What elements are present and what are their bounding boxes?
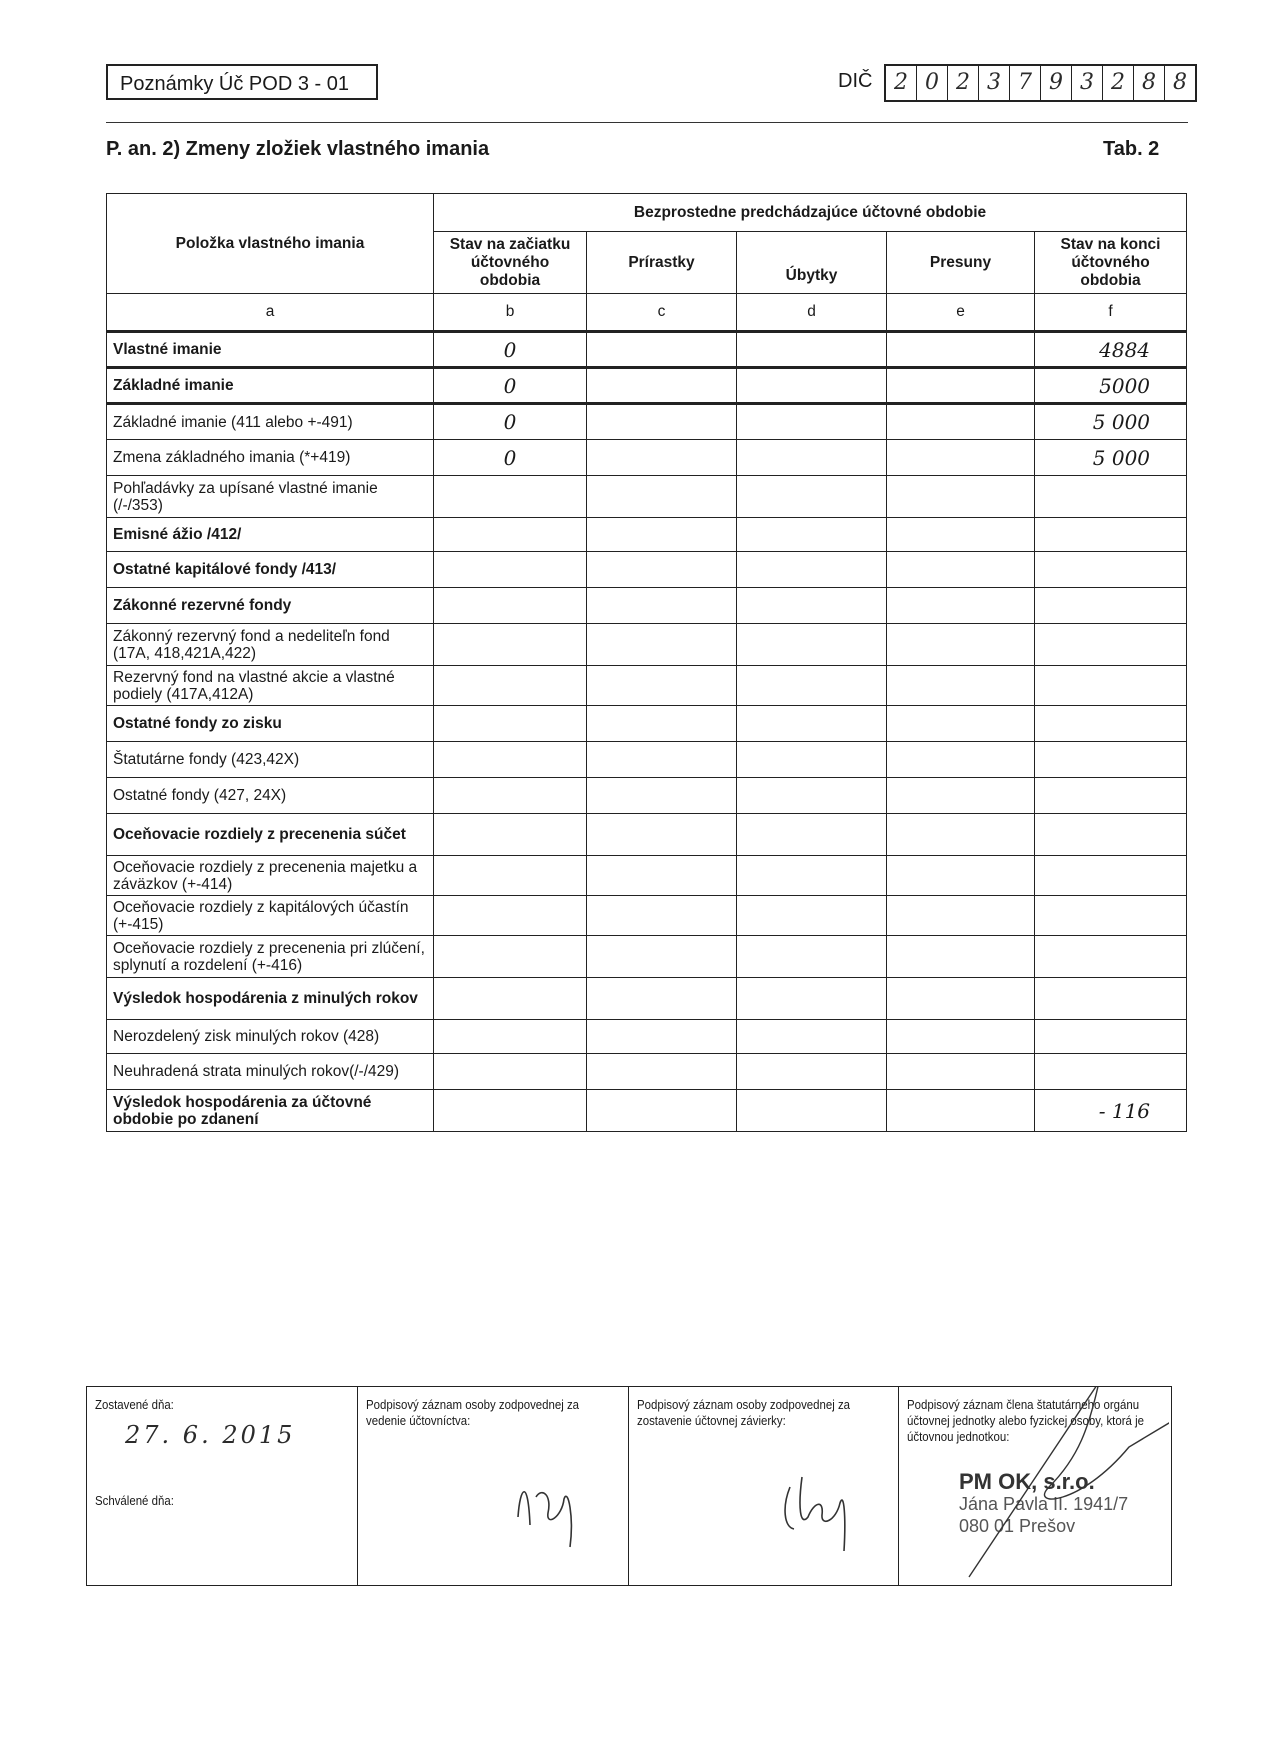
cell-e	[887, 588, 1035, 624]
cell-f: - 116	[1035, 1090, 1187, 1132]
prepared-cell	[87, 1387, 358, 1585]
stamp-company: PM OK, s.r.o.	[959, 1469, 1095, 1494]
table-row	[107, 332, 1187, 368]
cell-f	[1035, 896, 1187, 936]
col-letter: c	[587, 294, 737, 332]
cell-f	[1035, 778, 1187, 814]
table-row	[107, 978, 1187, 1020]
cell-f	[1035, 588, 1187, 624]
header-divider	[106, 122, 1188, 123]
col-letter: d	[737, 294, 887, 332]
table-row	[107, 936, 1187, 978]
row-label: Výsledok hospodárenia za účtovné obdobie po zdanení	[107, 1090, 434, 1132]
cell-e	[887, 742, 1035, 778]
cell-c	[587, 552, 737, 588]
cell-b: 0	[434, 332, 587, 368]
cell-f	[1035, 1020, 1187, 1054]
cell-d	[737, 742, 887, 778]
cell-c	[587, 332, 737, 368]
cell-b	[434, 1020, 587, 1054]
cell-d	[737, 588, 887, 624]
column-letters-row	[107, 294, 1187, 332]
cell-d	[737, 552, 887, 588]
cell-d	[737, 856, 887, 896]
table-row	[107, 476, 1187, 518]
cell-e	[887, 440, 1035, 476]
cell-d	[737, 896, 887, 936]
cell-b: 0	[434, 368, 587, 404]
cell-c	[587, 588, 737, 624]
cell-d	[737, 368, 887, 404]
col-letter: e	[887, 294, 1035, 332]
statement-signature-cell	[629, 1387, 899, 1585]
col-letter: f	[1035, 294, 1187, 332]
cell-e	[887, 1054, 1035, 1090]
cell-e	[887, 1020, 1035, 1054]
cell-e	[887, 856, 1035, 896]
cell-f	[1035, 666, 1187, 706]
row-label: Zákonné rezervné fondy	[107, 588, 434, 624]
row-label: Štatutárne fondy (423,42X)	[107, 742, 434, 778]
tab-label: Tab. 2	[1103, 138, 1160, 160]
cell-d	[737, 706, 887, 742]
cell-b	[434, 476, 587, 518]
table-row	[107, 896, 1187, 936]
cell-d	[737, 936, 887, 978]
signature-scrawl	[508, 1447, 588, 1557]
cell-b	[434, 518, 587, 552]
cell-e	[887, 814, 1035, 856]
dic-digit: 8	[1134, 66, 1165, 100]
table-row	[107, 368, 1187, 404]
cell-c	[587, 476, 737, 518]
statutory-signature-cell	[899, 1387, 1169, 1585]
cell-c	[587, 742, 737, 778]
cell-c	[587, 1020, 737, 1054]
accounting-label: Podpisový záznam osoby zodpovednej za vedenie účtovníctva:	[366, 1397, 580, 1428]
cell-b	[434, 552, 587, 588]
cell-c	[587, 440, 737, 476]
stamp-city: 080 01 Prešov	[959, 1516, 1076, 1536]
cell-d	[737, 814, 887, 856]
cell-c	[587, 814, 737, 856]
cell-e	[887, 476, 1035, 518]
row-label: Zákonný rezervný fond a nedeliteľn fond (17A, 418,421A,422)	[107, 624, 434, 666]
period-header: Bezprostedne predchádzajúce účtovné obdobie	[434, 194, 1187, 232]
cell-d	[737, 332, 887, 368]
cell-f	[1035, 706, 1187, 742]
cell-f	[1035, 856, 1187, 896]
cell-d	[737, 624, 887, 666]
cell-b	[434, 1090, 587, 1132]
cell-b	[434, 706, 587, 742]
col-header-item: Položka vlastného imania	[107, 194, 434, 294]
statutory-label: Podpisový záznam člena štatutárneho orgánu účtovnej jednotky alebo fyzickej osoby, ktorá je účtovnou jednotkou:	[907, 1397, 1144, 1444]
cell-e	[887, 404, 1035, 440]
row-label: Oceňovacie rozdiely z precenenia súčet	[107, 814, 434, 856]
row-label: Nerozdelený zisk minulých rokov (428)	[107, 1020, 434, 1054]
table-row	[107, 404, 1187, 440]
dic-digit: 3	[1072, 66, 1103, 100]
table-row	[107, 1054, 1187, 1090]
cell-d	[737, 1090, 887, 1132]
cell-c	[587, 856, 737, 896]
row-label: Ostatné kapitálové fondy /413/	[107, 552, 434, 588]
col-header-f: Stav na konci účtovného obdobia	[1035, 232, 1187, 294]
cell-f	[1035, 742, 1187, 778]
statement-label: Podpisový záznam osoby zodpovednej za zostavenie účtovnej závierky:	[637, 1397, 851, 1428]
cell-f: 5000	[1035, 368, 1187, 404]
table-row	[107, 1090, 1187, 1132]
cell-f	[1035, 518, 1187, 552]
cell-c	[587, 666, 737, 706]
cell-d	[737, 778, 887, 814]
row-label: Oceňovacie rozdiely z precenenia majetku a záväzkov (+-414)	[107, 856, 434, 896]
table-row	[107, 742, 1187, 778]
prepared-date: 27. 6. 2015	[125, 1421, 296, 1449]
row-label: Zmena základného imania (*+419)	[107, 440, 434, 476]
cell-d	[737, 978, 887, 1020]
cell-f: 4884	[1035, 332, 1187, 368]
dic-boxes	[884, 64, 1197, 102]
table-row	[107, 624, 1187, 666]
table-row	[107, 814, 1187, 856]
row-label: Pohľadávky za upísané vlastné imanie (/-/353)	[107, 476, 434, 518]
signature-scrawl	[929, 1387, 1169, 1583]
cell-b	[434, 936, 587, 978]
cell-b	[434, 978, 587, 1020]
cell-f	[1035, 552, 1187, 588]
cell-e	[887, 368, 1035, 404]
cell-b	[434, 624, 587, 666]
cell-e	[887, 706, 1035, 742]
cell-b	[434, 666, 587, 706]
equity-changes-table	[106, 193, 1187, 1132]
cell-d	[737, 440, 887, 476]
cell-b	[434, 778, 587, 814]
cell-c	[587, 518, 737, 552]
cell-e	[887, 666, 1035, 706]
table-row	[107, 1020, 1187, 1054]
table-row	[107, 666, 1187, 706]
col-header-c: Prírastky	[587, 232, 737, 294]
cell-b	[434, 1054, 587, 1090]
cell-e	[887, 978, 1035, 1020]
dic-digit: 3	[979, 66, 1010, 100]
dic-digit: 0	[917, 66, 948, 100]
table-row	[107, 588, 1187, 624]
row-label: Oceňovacie rozdiely z kapitálových účastín (+-415)	[107, 896, 434, 936]
dic-digit: 2	[948, 66, 979, 100]
cell-e	[887, 778, 1035, 814]
cell-d	[737, 1054, 887, 1090]
cell-e	[887, 332, 1035, 368]
cell-b: 0	[434, 404, 587, 440]
cell-e	[887, 624, 1035, 666]
cell-f	[1035, 624, 1187, 666]
cell-b	[434, 856, 587, 896]
table-row	[107, 440, 1187, 476]
cell-c	[587, 896, 737, 936]
cell-c	[587, 936, 737, 978]
equity-rows	[107, 332, 1187, 1132]
cell-d	[737, 666, 887, 706]
cell-c	[587, 778, 737, 814]
dic-label: DIČ	[838, 70, 873, 92]
col-header-e: Presuny	[887, 232, 1035, 294]
signature-scrawl	[774, 1447, 874, 1557]
table-row	[107, 856, 1187, 896]
cell-d	[737, 404, 887, 440]
cell-f	[1035, 978, 1187, 1020]
table-row	[107, 706, 1187, 742]
signature-block	[86, 1386, 1172, 1586]
row-label: Ostatné fondy zo zisku	[107, 706, 434, 742]
cell-e	[887, 896, 1035, 936]
cell-d	[737, 1020, 887, 1054]
cell-b	[434, 588, 587, 624]
cell-c	[587, 624, 737, 666]
approved-label: Schválené dňa:	[95, 1493, 174, 1508]
col-header-b: Stav na začiatku účtovného obdobia	[434, 232, 587, 294]
cell-e	[887, 936, 1035, 978]
col-letter: b	[434, 294, 587, 332]
row-label: Základné imanie	[107, 368, 434, 404]
table-row	[107, 552, 1187, 588]
dic-digit: 2	[886, 66, 917, 100]
row-label: Emisné ážio /412/	[107, 518, 434, 552]
table-row	[107, 778, 1187, 814]
row-label: Oceňovacie rozdiely z precenenia pri zlúčení, splynutí a rozdelení (+-416)	[107, 936, 434, 978]
cell-f: 5 000	[1035, 440, 1187, 476]
cell-f	[1035, 1054, 1187, 1090]
table-row	[107, 518, 1187, 552]
dic-digit: 2	[1103, 66, 1134, 100]
cell-b	[434, 742, 587, 778]
dic-digit: 9	[1041, 66, 1072, 100]
cell-c	[587, 706, 737, 742]
cell-c	[587, 404, 737, 440]
page-title: P. an. 2) Zmeny zložiek vlastného imania	[106, 138, 490, 160]
row-label: Výsledok hospodárenia z minulých rokov	[107, 978, 434, 1020]
cell-c	[587, 368, 737, 404]
row-label: Ostatné fondy (427, 24X)	[107, 778, 434, 814]
cell-e	[887, 552, 1035, 588]
cell-b: 0	[434, 440, 587, 476]
cell-f	[1035, 814, 1187, 856]
col-header-d: Úbytky	[737, 232, 887, 294]
cell-c	[587, 1090, 737, 1132]
row-label: Základné imanie (411 alebo +-491)	[107, 404, 434, 440]
cell-c	[587, 1054, 737, 1090]
cell-e	[887, 518, 1035, 552]
cell-d	[737, 476, 887, 518]
row-label: Vlastné imanie	[107, 332, 434, 368]
cell-f: 5 000	[1035, 404, 1187, 440]
row-label: Neuhradená strata minulých rokov(/-/429)	[107, 1054, 434, 1090]
cell-e	[887, 1090, 1035, 1132]
accounting-signature-cell	[358, 1387, 629, 1585]
cell-b	[434, 814, 587, 856]
cell-b	[434, 896, 587, 936]
dic-digit: 8	[1173, 70, 1187, 95]
dic-digit: 7	[1010, 66, 1041, 100]
cell-f	[1035, 476, 1187, 518]
cell-c	[587, 978, 737, 1020]
notes-form-label: Poznámky Úč POD 3 - 01	[106, 64, 378, 100]
stamp-street: Jána Pavla II. 1941/7	[959, 1494, 1129, 1514]
col-letter: a	[107, 294, 434, 332]
row-label: Rezervný fond na vlastné akcie a vlastné podiely (417A,412A)	[107, 666, 434, 706]
cell-d	[737, 518, 887, 552]
prepared-label: Zostavené dňa:	[95, 1397, 174, 1412]
cell-f	[1035, 936, 1187, 978]
